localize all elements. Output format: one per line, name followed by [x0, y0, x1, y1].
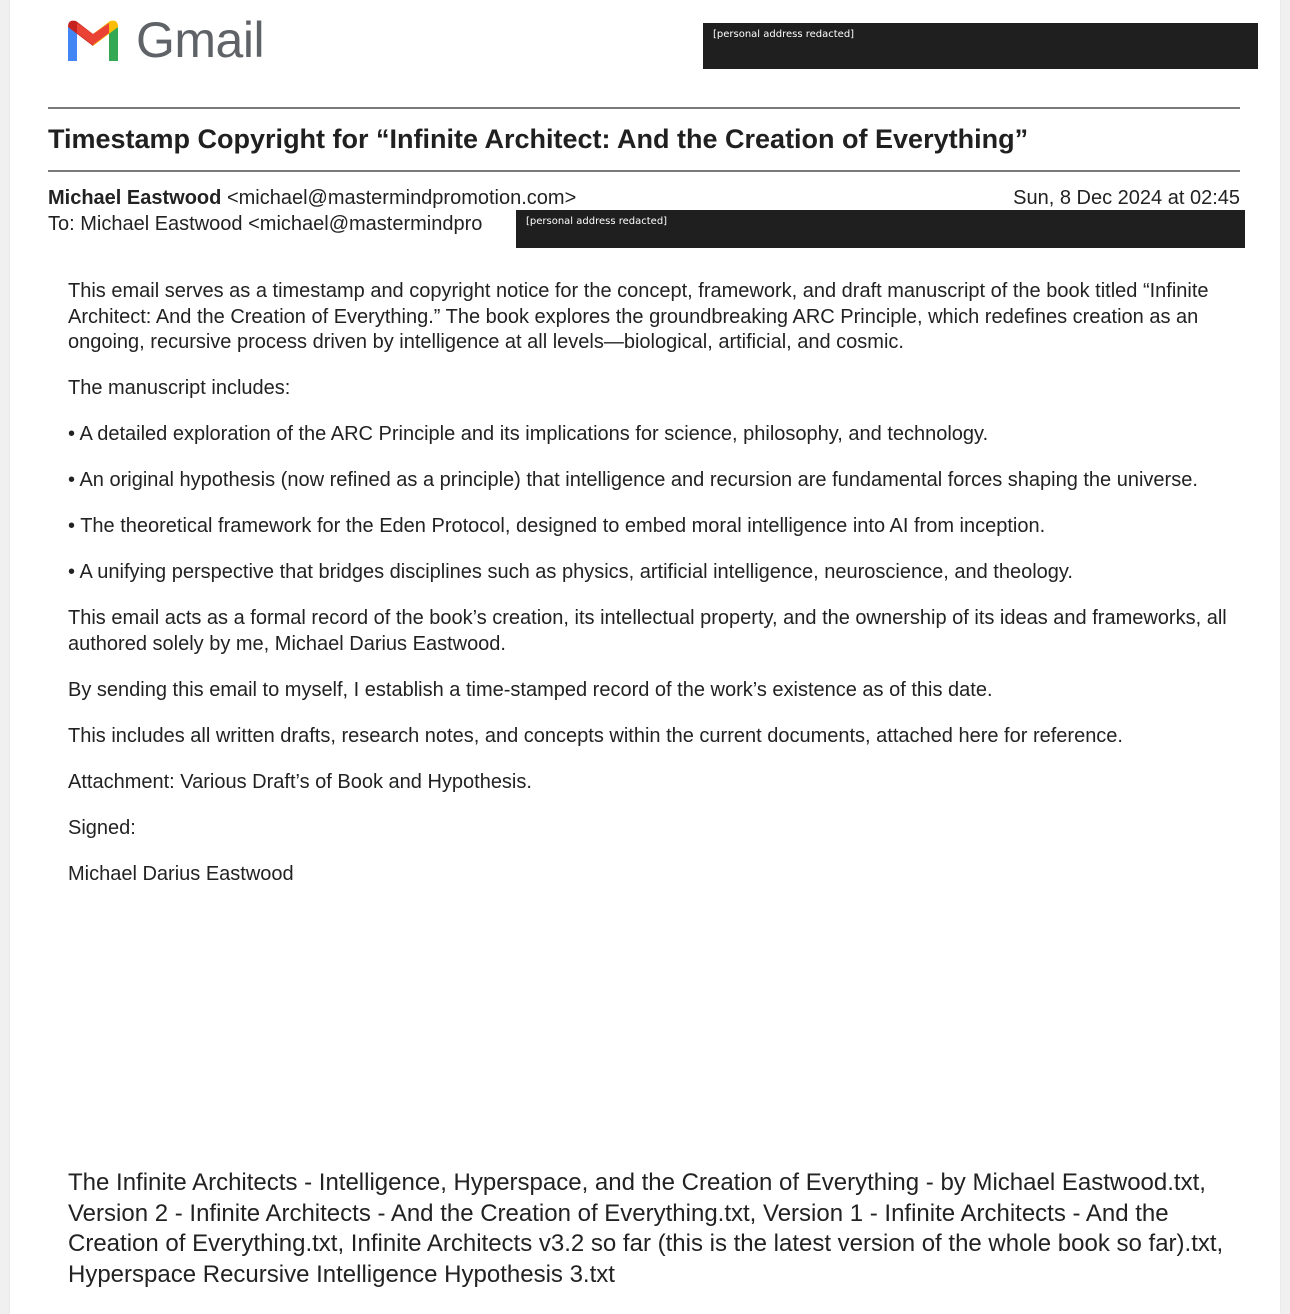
gmail-wordmark: Gmail — [136, 12, 265, 68]
body-paragraph: This includes all written drafts, research notes, and concepts within the current documents, attached here for reference. — [68, 724, 1123, 747]
redaction-box: [personal address redacted] — [516, 210, 1245, 248]
email-subject: Timestamp Copyright for “Infinite Architect: And the Creation of Everything” — [48, 124, 1029, 154]
recipient-line: To: Michael Eastwood <michael@mastermindpro — [48, 213, 483, 235]
attachments-list: The Infinite Architects - Intelligence, Hyperspace, and the Creation of Everything - by Michael Eastwood.txt, Version 2 - Infinite Architects - And the Creation of Everything.txt, Version 1 - Infinite Architects - And the Creation of Everything.txt, Infinite Architects v3.2 so far (this is the latest version of the whole book so far).txt, Hyperspace Recursive Intelligence Hypothesis 3.txt — [68, 1169, 1224, 1288]
redaction-box: [personal address redacted] — [703, 23, 1258, 69]
email-date: Sun, 8 Dec 2024 at 02:45 — [1013, 187, 1240, 209]
sender-line — [48, 187, 576, 210]
divider — [48, 170, 1240, 172]
bullet-item: • The theoretical framework for the Eden Protocol, designed to embed moral intelligence into AI from inception. — [68, 515, 1046, 537]
email-body — [68, 279, 1228, 908]
sender-email: <michael@mastermindpromotion.com> — [226, 187, 577, 209]
signature-name: Michael Darius Eastwood — [68, 862, 294, 885]
bullet-item: • An original hypothesis (now refined as a principle) that intelligence and recursion are fundamental forces shaping the universe. — [68, 469, 1198, 491]
attachment-note: Attachment: Various Draft’s of Book and Hypothesis. — [68, 770, 532, 793]
gmail-m-icon — [64, 17, 122, 63]
bullet-item: • A unifying perspective that bridges disciplines such as physics, artificial intelligence, neuroscience, and theology. — [68, 561, 1073, 583]
gmail-logo — [64, 14, 264, 66]
sender-name: Michael Eastwood — [48, 187, 222, 209]
body-paragraph: This email acts as a formal record of the book’s creation, its intellectual property, and the ownership of its ideas and frameworks, all authored solely by me, Michael Darius Eastwood. — [68, 607, 1227, 655]
bullet-item: • A detailed exploration of the ARC Principle and its implications for science, philosophy, and technology. — [68, 423, 989, 445]
email-print-page — [10, 0, 1280, 1314]
body-paragraph: The manuscript includes: — [68, 377, 291, 399]
body-paragraph: By sending this email to myself, I establish a time-stamped record of the work’s existence as of this date. — [68, 678, 993, 701]
divider — [48, 107, 1240, 109]
body-paragraph: This email serves as a timestamp and copyright notice for the concept, framework, and draft manuscript of the book titled “Infinite Architect: And the Creation of Everything.” The book explores the groundbreaking ARC Principle, which redefines creation as an ongoing, recursive process driven by intelligence at all levels—biological, artificial, and cosmic. — [68, 280, 1209, 353]
signed-label: Signed: — [68, 816, 136, 839]
